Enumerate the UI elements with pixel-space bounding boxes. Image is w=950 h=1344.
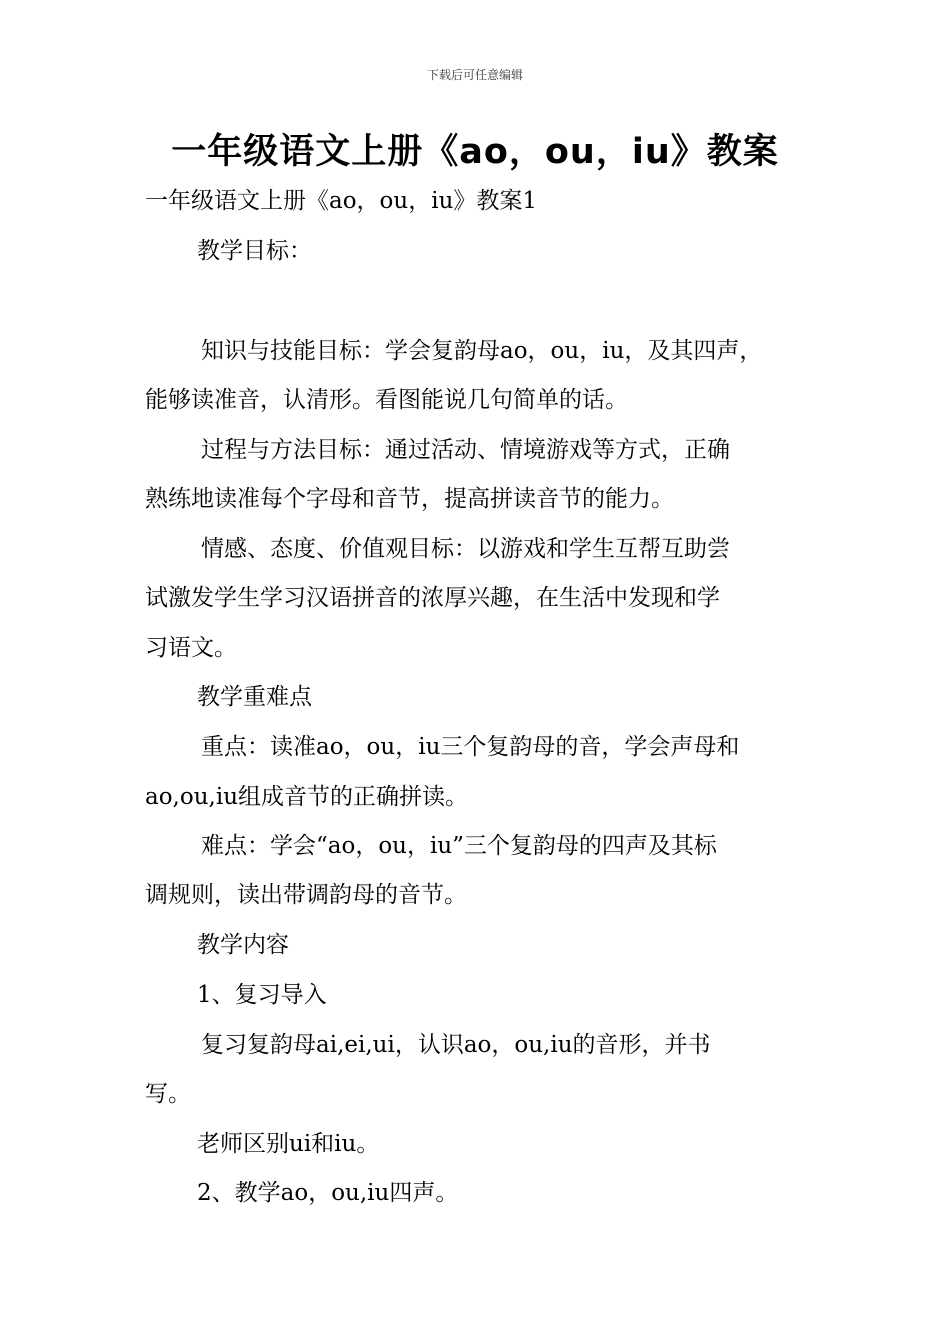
subtitle-line: 一年级语文上册《ao，ou，iu》教案1: [145, 188, 538, 214]
section-heading: 教学目标：: [197, 238, 312, 264]
list-item: 2、教学ao，ou,iu四声。: [197, 1180, 459, 1206]
paragraph-line: 试激发学生学习汉语拼音的浓厚兴趣，在生活中发现和学: [145, 585, 720, 611]
paragraph-line: ao,ou,iu组成音节的正确拼读。: [145, 784, 469, 810]
document-title: 一年级语文上册《ao，ou，iu》教案: [171, 132, 779, 172]
paragraph-line: 调规则，读出带调韵母的音节。: [145, 882, 467, 908]
paragraph-line: 知识与技能目标：学会复韵母ao，ou，iu，及其四声，: [201, 338, 763, 364]
paragraph-line: 重点：读准ao，ou，iu三个复韵母的音，学会声母和: [201, 734, 740, 760]
paragraph-line: 能够读准音，认清形。看图能说几句简单的话。: [145, 387, 628, 413]
section-heading: 教学内容: [197, 932, 289, 958]
list-item: 1、复习导入: [197, 982, 327, 1008]
paragraph-line: 老师区别ui和iu。: [197, 1131, 380, 1157]
paragraph-line: 难点：学会“ao，ou，iu”三个复韵母的四声及其标: [201, 833, 717, 859]
paragraph-line: 习语文。: [145, 635, 237, 661]
paragraph-line: 熟练地读准每个字母和音节，提高拼读音节的能力。: [145, 486, 674, 512]
paragraph-line: 情感、态度、价值观目标：以游戏和学生互帮互助尝: [201, 536, 730, 562]
header-note: 下载后可任意编辑: [426, 68, 523, 82]
section-heading: 教学重难点: [197, 684, 312, 710]
paragraph-line: 复习复韵母ai,ei,ui，认识ao，ou,iu的音形，并书: [201, 1032, 711, 1058]
paragraph-line: 写。: [145, 1081, 191, 1107]
paragraph-line: 过程与方法目标：通过活动、情境游戏等方式，正确: [201, 437, 730, 463]
